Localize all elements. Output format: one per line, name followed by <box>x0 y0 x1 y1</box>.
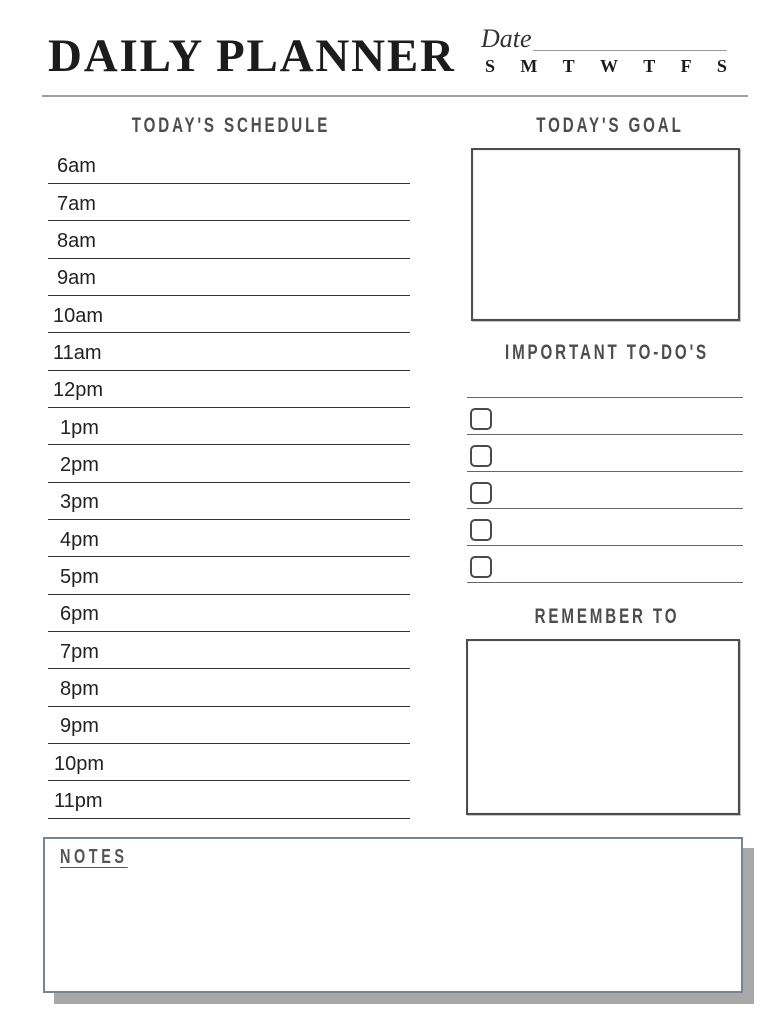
schedule-time-label: 8pm <box>60 677 99 700</box>
schedule-slot[interactable] <box>48 408 410 445</box>
schedule-time-label: 10pm <box>54 752 105 775</box>
schedule-time-label: 11am <box>53 341 102 364</box>
todo-checkbox[interactable] <box>470 408 492 430</box>
todo-item <box>467 509 743 546</box>
schedule-time-label: 9pm <box>60 715 99 738</box>
schedule-slot[interactable] <box>48 520 410 557</box>
schedule-time-label: 9am <box>57 267 96 290</box>
schedule-list <box>48 147 410 819</box>
schedule-heading: TODAY'S SCHEDULE <box>131 114 331 137</box>
schedule-slot[interactable] <box>48 296 410 333</box>
todo-entry-line[interactable] <box>492 403 743 434</box>
todos-heading: IMPORTANT TO-DO'S <box>504 341 710 364</box>
todo-entry-line[interactable] <box>492 551 743 582</box>
date-label: Date <box>481 24 532 53</box>
page-title: DAILY PLANNER <box>48 30 456 82</box>
schedule-slot[interactable] <box>48 707 410 744</box>
schedule-slot[interactable] <box>48 333 410 370</box>
todo-entry-line[interactable] <box>492 477 743 508</box>
schedule-time-label: 11pm <box>54 789 103 812</box>
schedule-time-label: 6am <box>57 155 96 178</box>
todo-entry-line[interactable] <box>492 514 743 545</box>
schedule-time-label: 1pm <box>60 416 99 439</box>
schedule-slot[interactable] <box>48 632 410 669</box>
weekday-letter: S <box>485 56 496 76</box>
goal-box[interactable] <box>471 148 740 321</box>
schedule-time-label: 2pm <box>60 453 99 476</box>
schedule-time-label: 10am <box>53 304 104 327</box>
goal-heading: TODAY'S GOAL <box>536 114 684 137</box>
schedule-time-label: 7am <box>57 192 96 215</box>
todo-item <box>467 472 743 509</box>
schedule-slot[interactable] <box>48 445 410 482</box>
notes-heading: NOTES <box>60 846 128 868</box>
schedule-slot[interactable] <box>48 184 410 221</box>
schedule-slot[interactable] <box>48 483 410 520</box>
schedule-slot[interactable] <box>48 371 410 408</box>
weekday-letter: T <box>643 56 656 76</box>
todo-item <box>467 435 743 472</box>
schedule-slot[interactable] <box>48 781 410 818</box>
date-field-line[interactable] <box>533 50 727 51</box>
todo-entry-line[interactable] <box>492 440 743 471</box>
remember-heading: REMEMBER TO <box>534 605 680 628</box>
weekday-letter: T <box>562 56 575 76</box>
todo-checkbox[interactable] <box>470 445 492 467</box>
todo-checkbox[interactable] <box>470 519 492 541</box>
schedule-slot[interactable] <box>48 557 410 594</box>
header-divider <box>42 95 748 97</box>
schedule-slot[interactable] <box>48 221 410 258</box>
weekday-letter: W <box>599 56 618 76</box>
remember-box[interactable] <box>466 639 740 815</box>
schedule-time-label: 8am <box>57 230 96 252</box>
weekday-letter: M <box>520 56 538 76</box>
schedule-slot[interactable] <box>48 147 410 184</box>
weekday-selector <box>485 57 727 75</box>
schedule-time-label: 6pm <box>60 603 99 626</box>
schedule-time-label: 4pm <box>60 528 99 551</box>
notes-box[interactable] <box>43 837 743 993</box>
schedule-time-label: 5pm <box>60 565 99 588</box>
todo-checkbox[interactable] <box>470 482 492 504</box>
schedule-slot[interactable] <box>48 259 410 296</box>
weekday-letter: S <box>716 56 727 76</box>
schedule-slot[interactable] <box>48 744 410 781</box>
todo-list <box>467 397 743 583</box>
todo-item <box>467 398 743 435</box>
todo-checkbox[interactable] <box>470 556 492 578</box>
weekday-letter: F <box>680 56 692 76</box>
schedule-time-label: 7pm <box>60 640 99 663</box>
schedule-time-label: 12pm <box>53 379 104 402</box>
schedule-slot[interactable] <box>48 669 410 706</box>
schedule-slot[interactable] <box>48 595 410 632</box>
todo-item <box>467 546 743 583</box>
schedule-time-label: 3pm <box>60 491 99 514</box>
